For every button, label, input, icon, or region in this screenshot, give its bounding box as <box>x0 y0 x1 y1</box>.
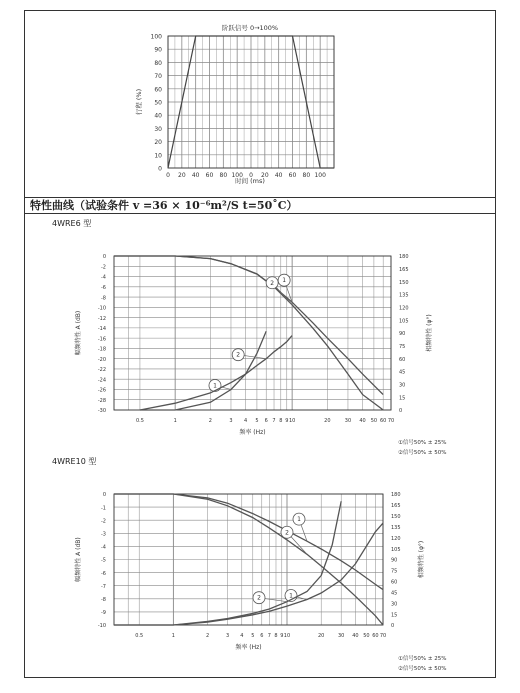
y-tick-label-right: 90 <box>399 331 406 338</box>
y-tick-label-left: -4 <box>101 544 106 551</box>
y-tick-label-right: 120 <box>391 535 401 542</box>
series-line <box>114 494 383 590</box>
x-tick-label: 1 <box>173 418 177 424</box>
y-tick-label-left: -24 <box>97 377 106 384</box>
legend-entry: ②信号50% ± 50% <box>398 450 447 456</box>
y-tick-label-right: 75 <box>391 568 398 575</box>
y-axis-label-left: 幅频特性 A (dB) <box>75 310 82 356</box>
legend-entry: ②信号50% ± 50% <box>398 666 447 672</box>
y-tick-label-right: 150 <box>391 514 401 521</box>
y-tick-label-left: -1 <box>101 505 106 512</box>
x-tick-label: 20 <box>261 172 269 179</box>
x-tick-label: 9 <box>280 633 284 639</box>
x-tick-label: 60 <box>205 172 214 179</box>
y-tick-label-left: -26 <box>97 387 106 394</box>
y-tick-label-right: 0 <box>399 408 403 415</box>
y-tick-label: 90 <box>154 46 162 54</box>
x-tick-label: 40 <box>352 633 359 639</box>
y-tick-label-left: -10 <box>97 305 106 312</box>
x-tick-label: 20 <box>324 418 331 424</box>
y-tick-label-right: 105 <box>391 546 401 553</box>
x-tick-label: 30 <box>338 633 345 639</box>
y-tick-label-right: 135 <box>391 524 401 531</box>
y-tick-label-right: 165 <box>391 503 401 510</box>
chart-title: 阶跃信号 0→100% <box>221 24 279 32</box>
x-axis-label: 频率 (Hz) <box>239 429 266 436</box>
x-tick-label: 70 <box>387 418 395 424</box>
x-tick-label: 20 <box>318 633 325 639</box>
y-tick-label-right: 165 <box>399 267 409 274</box>
y-tick-label-left: -4 <box>101 274 106 281</box>
series-line <box>114 523 383 625</box>
y-tick-label-right: 30 <box>391 601 398 608</box>
series-label: 2 <box>285 529 289 537</box>
model-label-4wre6: 4WRE6 型 <box>52 219 92 228</box>
y-tick-label-right: 90 <box>391 557 398 564</box>
series-label: 1 <box>289 592 293 600</box>
y-tick-label-right: 105 <box>399 318 409 325</box>
series-label: 2 <box>270 279 275 287</box>
y-tick-label-left: -18 <box>97 346 106 353</box>
x-tick-label: 5 <box>251 633 255 639</box>
y-tick-label: 60 <box>154 86 162 94</box>
x-axis-label: 频率 (Hz) <box>235 644 262 651</box>
x-tick-label: 40 <box>359 418 366 424</box>
y-tick-label-left: -8 <box>101 295 106 302</box>
y-tick-label-left: -28 <box>97 397 106 404</box>
plot-frame <box>114 256 391 410</box>
y-tick-label-left: -6 <box>101 570 106 577</box>
y-tick-label-right: 0 <box>391 623 395 630</box>
y-tick-label-left: -2 <box>101 264 106 271</box>
y-tick-label: 30 <box>154 125 162 133</box>
y-tick-label-right: 15 <box>399 395 406 402</box>
x-tick-label: 7 <box>267 633 271 639</box>
x-tick-label: 10 <box>283 633 291 639</box>
y-tick-label-right: 135 <box>399 292 409 299</box>
y-tick-label-right: 75 <box>399 344 406 351</box>
y-tick-label-left: -5 <box>101 557 106 564</box>
series-label: 1 <box>213 382 217 390</box>
y-tick-label-left: -2 <box>101 518 106 525</box>
x-tick-label: 4 <box>243 418 248 424</box>
y-tick-label-left: -14 <box>97 326 106 333</box>
y-tick-label-left: -8 <box>101 597 106 603</box>
y-tick-label-left: -22 <box>97 367 106 374</box>
y-tick-label-left: 0 <box>102 254 106 261</box>
y-axis-label-left: 幅频特性 A (dB) <box>75 537 82 582</box>
y-tick-label-left: -20 <box>97 356 106 363</box>
y-tick-label-left: -10 <box>97 623 106 630</box>
x-tick-label: 2 <box>208 418 212 424</box>
x-tick-label: 100 <box>314 172 326 179</box>
x-tick-label: 2 <box>206 633 210 639</box>
x-tick-label: 10 <box>288 418 296 424</box>
y-tick-label-left: -6 <box>101 285 106 291</box>
y-axis-label-right: 相频特性 (φ°) <box>426 314 433 352</box>
x-tick-label: 60 <box>288 172 297 179</box>
x-tick-label: 9 <box>285 418 289 424</box>
x-tick-label: 0 <box>249 172 253 179</box>
x-tick-label: 40 <box>191 172 200 179</box>
x-tick-label: 6 <box>264 418 268 424</box>
y-tick-label: 70 <box>154 73 162 81</box>
section-title: 特性曲线（试验条件 v =36 × 10⁻⁶m²/S t=50˚C） <box>30 199 298 212</box>
y-tick-label-left: -7 <box>101 583 106 590</box>
x-tick-label: 0 <box>166 172 170 179</box>
series-line <box>114 256 383 410</box>
y-tick-label: 40 <box>154 112 162 120</box>
y-tick-label-right: 60 <box>399 356 406 363</box>
x-tick-label: 0.5 <box>135 418 144 424</box>
x-tick-label: 80 <box>219 172 228 179</box>
x-tick-label: 80 <box>302 172 311 179</box>
y-tick-label-left: -16 <box>97 336 106 343</box>
y-tick-label-right: 120 <box>399 305 409 312</box>
x-tick-label: 6 <box>260 633 264 639</box>
series-label: 2 <box>257 594 261 602</box>
x-tick-label: 7 <box>272 418 276 424</box>
x-tick-label: 5 <box>255 418 259 424</box>
y-tick-label-left: 0 <box>102 492 106 499</box>
x-tick-label: 4 <box>240 633 244 639</box>
y-tick-label-left: -30 <box>97 408 106 415</box>
y-axis-label: 行程 (%) <box>135 88 143 116</box>
x-tick-label: 30 <box>344 418 352 424</box>
y-tick-label: 10 <box>154 152 162 160</box>
x-tick-label: 70 <box>379 633 387 639</box>
series-line <box>140 331 266 410</box>
y-tick-label-right: 150 <box>399 279 409 286</box>
x-tick-label: 20 <box>178 172 186 179</box>
y-tick-label: 80 <box>154 59 162 67</box>
x-tick-label: 50 <box>370 418 378 424</box>
series-label: 1 <box>297 516 301 524</box>
y-tick-label-right: 60 <box>391 579 398 586</box>
y-tick-label-right: 15 <box>391 612 398 619</box>
y-tick-label-right: 45 <box>399 369 406 376</box>
x-tick-label: 60 <box>372 633 379 639</box>
x-tick-label: 1 <box>171 633 175 639</box>
y-tick-label-right: 180 <box>391 492 401 499</box>
x-axis-label: 时间 (ms) <box>235 177 265 185</box>
x-tick-label: 8 <box>279 418 283 424</box>
y-tick-label-right: 45 <box>391 590 398 597</box>
y-tick-label-right: 180 <box>399 254 409 261</box>
legend-entry: ①信号50% ± 25% <box>398 656 447 662</box>
y-tick-label-left: -9 <box>101 610 106 617</box>
x-tick-label: 100 <box>231 172 243 179</box>
x-tick-label: 8 <box>274 633 278 639</box>
x-tick-label: 3 <box>229 418 233 424</box>
y-tick-label-left: -3 <box>101 531 106 538</box>
x-tick-label: 50 <box>363 633 370 639</box>
x-tick-label: 0.5 <box>135 633 144 639</box>
y-tick-label: 20 <box>154 139 162 147</box>
y-tick-label: 50 <box>154 99 162 107</box>
series-label: 2 <box>236 351 241 359</box>
y-tick-label: 100 <box>150 33 162 41</box>
y-tick-label-right: 30 <box>399 382 406 389</box>
model-label-4wre10: 4WRE10 型 <box>52 457 97 466</box>
x-tick-label: 40 <box>274 172 283 179</box>
y-tick-label: 0 <box>158 165 162 173</box>
y-tick-label-left: -12 <box>97 315 106 322</box>
x-tick-label: 3 <box>226 633 230 639</box>
series-label: 1 <box>282 277 287 285</box>
x-tick-label: 60 <box>379 418 387 424</box>
legend-entry: ①信号50% ± 25% <box>398 440 447 446</box>
y-axis-label-right: 相频特性 (φ°) <box>418 540 425 579</box>
